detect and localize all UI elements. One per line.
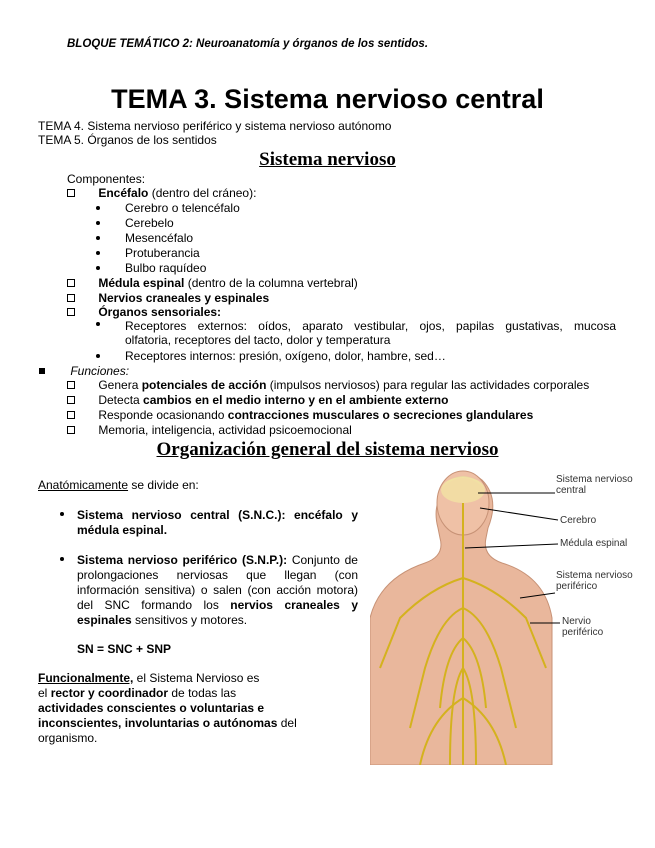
- list-item: Cerebelo: [96, 216, 174, 230]
- subtitle-tema4: TEMA 4. Sistema nervioso periférico y sistema nervioso autónomo: [38, 119, 392, 133]
- label-snc: Sistema nervioso central: [556, 474, 633, 496]
- list-item: Bulbo raquídeo: [96, 261, 206, 275]
- checkbox-bullet-icon: [67, 279, 75, 287]
- bullet-icon: [96, 266, 100, 270]
- list-item: Cerebro o telencéfalo: [96, 201, 240, 215]
- bullet-icon: [96, 354, 100, 358]
- subtitle-tema5: TEMA 5. Órganos de los sentidos: [38, 133, 217, 147]
- label-snp: Sistema nervioso periférico: [556, 570, 633, 592]
- list-item-receptores-internos: Receptores internos: presión, oxígeno, dolor, hambre, sed…: [96, 349, 446, 363]
- section-title-sistema-nervioso: Sistema nervioso: [259, 149, 396, 170]
- checkbox-bullet-icon: [67, 396, 75, 404]
- bullet-snc: Sistema nervioso central (S.N.C.): encéfalo y médula espinal.: [38, 508, 358, 538]
- bullet-icon: [96, 322, 100, 326]
- anatomicamente-text: Anatómicamente se divide en:: [38, 478, 199, 492]
- list-item-medula: Médula espinal (dentro de la columna vertebral): [67, 276, 358, 290]
- list-item-organos: Órganos sensoriales:: [67, 305, 221, 319]
- bullet-icon: [96, 251, 100, 255]
- checkbox-bullet-icon: [67, 189, 75, 197]
- list-item-funcion-3: Responde ocasionando contracciones musculares o secreciones glandulares: [67, 408, 533, 422]
- list-item-funcion-1: Genera potenciales de acción (impulsos nerviosos) para regular las actividades corporales: [67, 378, 589, 392]
- label-medula: Médula espinal: [560, 538, 628, 549]
- funciones-label: Funciones:: [39, 364, 129, 378]
- bullet-icon: [60, 512, 64, 516]
- bullet-icon: [60, 557, 64, 561]
- equation: SN = SNC + SNP: [77, 642, 172, 656]
- funcionalmente-paragraph: Funcionalmente, el Sistema Nervioso es el rector y coordinador de todas las actividades conscientes o voluntarias e inconscientes, involuntarias o autónomas del organismo.: [38, 671, 297, 745]
- list-item: Mesencéfalo: [96, 231, 193, 245]
- list-item-encefalo: Encéfalo (dentro del cráneo):: [67, 186, 256, 200]
- bullet-icon: [96, 206, 100, 210]
- checkbox-bullet-icon: [67, 426, 75, 434]
- bullet-icon: [96, 221, 100, 225]
- list-item: Protuberancia: [96, 246, 200, 260]
- componentes-label: Componentes:: [67, 172, 146, 186]
- page-title: TEMA 3. Sistema nervioso central: [111, 84, 544, 114]
- checkbox-bullet-icon: [67, 381, 75, 389]
- checkbox-bullet-icon: [67, 308, 75, 316]
- list-item-receptores-externos: Receptores externos: oídos, aparato vestibular, ojos, papilas gustativas, mucosa olfatoria, receptores del tacto, dolor y temperatura: [96, 319, 616, 347]
- square-bullet-icon: [39, 368, 45, 374]
- list-item-funcion-2: Detecta cambios en el medio interno y en el ambiente externo: [67, 393, 448, 407]
- label-cerebro: Cerebro: [560, 515, 597, 526]
- list-item-funcion-4: Memoria, inteligencia, actividad psicoemocional: [67, 423, 352, 437]
- bullet-snp: Sistema nervioso periférico (S.N.P.): Conjunto de prolongaciones nerviosas que llegan (con información sensitiva) o salen (con acción motora) del SNC formando los nervios craneales y espinales sensitivos y motores.: [38, 553, 358, 628]
- bullet-icon: [96, 236, 100, 240]
- section-title-organizacion: Organización general del sistema nervioso: [156, 439, 499, 460]
- list-item-nervios: Nervios craneales y espinales: [67, 291, 269, 305]
- page-header: BLOQUE TEMÁTICO 2: Neuroanatomía y órganos de los sentidos.: [67, 38, 429, 50]
- checkbox-bullet-icon: [67, 294, 75, 302]
- label-nervio: Nervio periférico: [562, 616, 604, 638]
- checkbox-bullet-icon: [67, 411, 75, 419]
- nervous-system-figure: [370, 468, 642, 765]
